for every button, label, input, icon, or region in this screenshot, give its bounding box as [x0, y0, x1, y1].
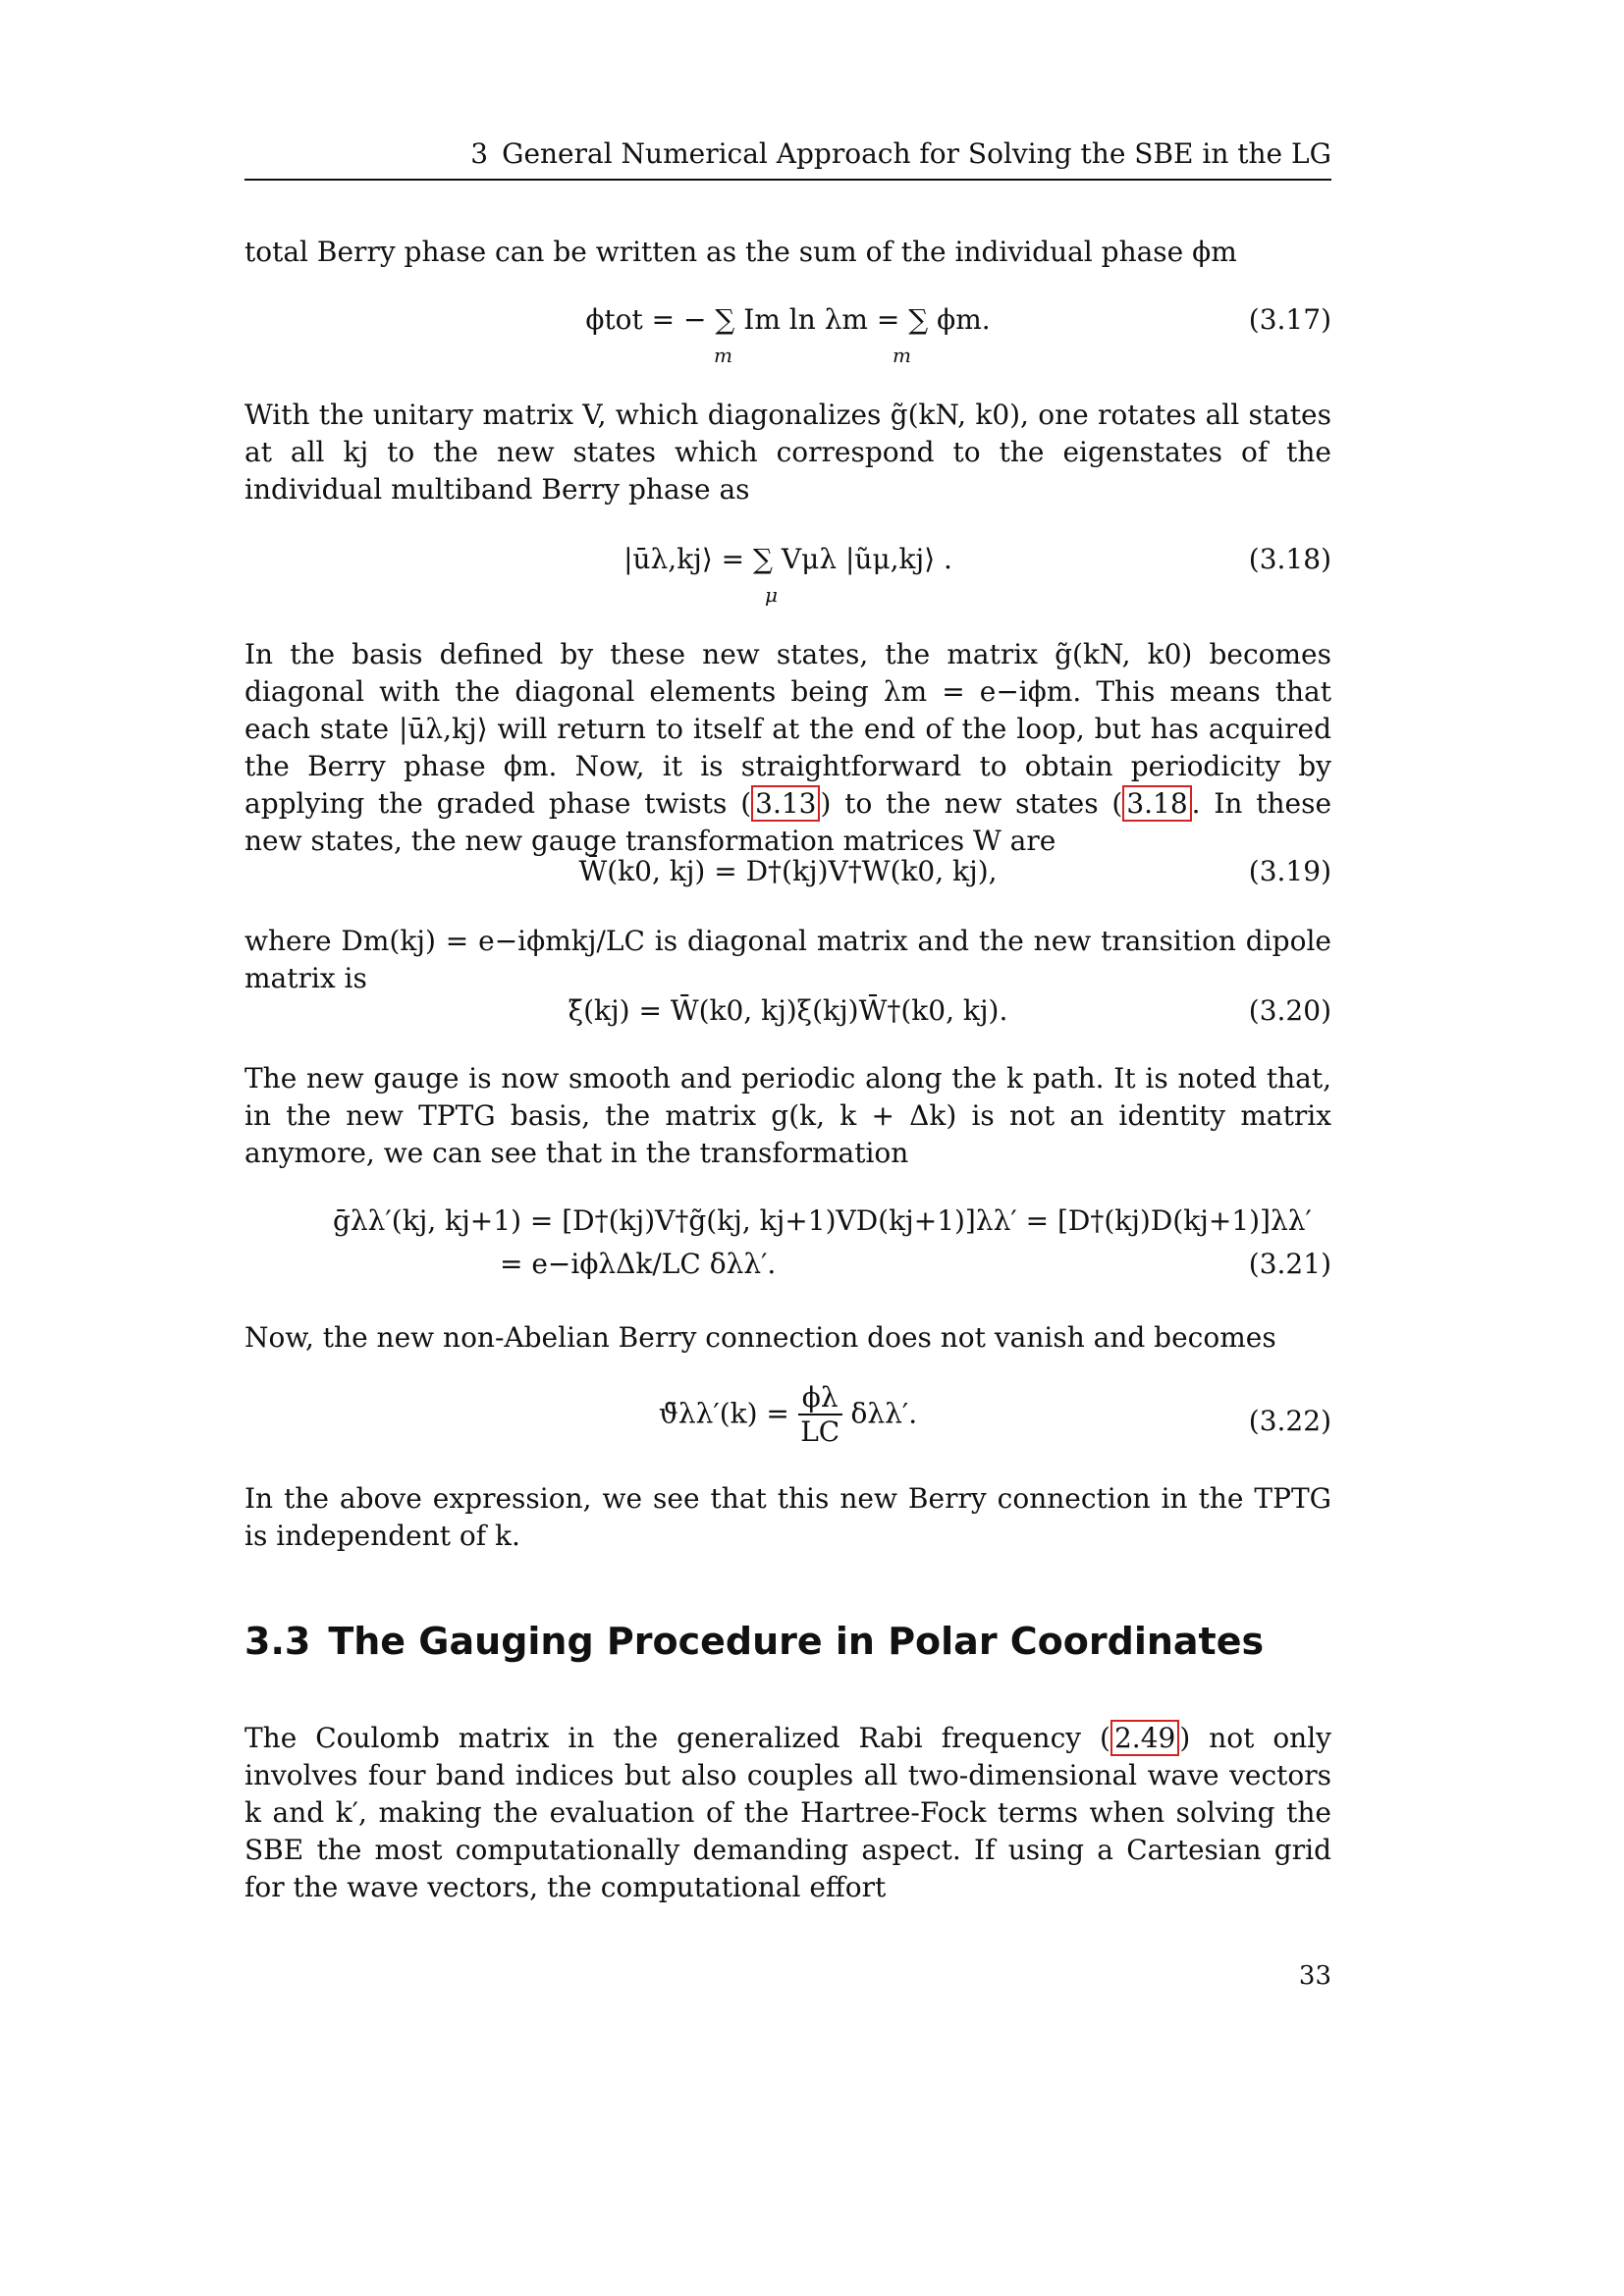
- sum-index: m: [893, 344, 911, 367]
- paragraph: The Coulomb matrix in the generalized Rabi frequency ( 2.49 ) not only involves four band indices but also couples all two-dimensional wave vectors k and k′, making the evaluation of the Hartree-Fock terms when solving the SBE the most computationally demanding aspect. If using a Cartesian grid for the wave vectors, the computational effort: [244, 1722, 1331, 1903]
- paragraph: In the above expression, we see that this new Berry connection in the TPTG is independent of k.: [244, 1482, 1331, 1552]
- section-title: The Gauging Procedure in Polar Coordinates: [328, 1620, 1265, 1663]
- equation-number: (3.17): [1248, 303, 1331, 336]
- equation-rhs: δλλ′.: [850, 1397, 918, 1430]
- page-number: 33: [1298, 1961, 1331, 1991]
- equation-3-22: [244, 1382, 1331, 1461]
- equation-number: (3.18): [1248, 543, 1331, 575]
- paragraph: The new gauge is now smooth and periodic along the k path. It is noted that, in the new TPTG basis, the matrix g(k, k + Δk) is not an identity matrix anymore, we can see that in the transformation: [244, 1062, 1331, 1169]
- section-number: 3.3: [244, 1620, 311, 1663]
- equation-reference-link[interactable]: 3.18: [1122, 785, 1191, 822]
- equation-number: (3.20): [1248, 994, 1331, 1027]
- equation-reference-link[interactable]: 2.49: [1110, 1720, 1179, 1756]
- paragraph-text: In the basis defined by these new states, the matrix g̃(kN, k0) becomes diagonal with the diagonal elements being λm = e−iϕm. This means that each state |ūλ,kj⟩ will return to itself at the end of the loop, but has acquired the Berry phase ϕm. Now, it is straightforward to obtain periodicity by applying the graded phase twists: [244, 638, 1331, 820]
- equation-body: ϕtot = − ∑ Im ln λm = ∑ ϕm.: [585, 303, 991, 336]
- section-heading: [244, 1620, 1264, 1663]
- equation-line: = e−iϕλΔk/LC δλλ′.: [500, 1248, 777, 1280]
- equation-3-21: [244, 1201, 1331, 1290]
- paragraph: Now, the new non-Abelian Berry connection does not vanish and becomes: [244, 1321, 1276, 1354]
- equation-lhs: ϑ̄λλ′(k) =: [658, 1397, 789, 1430]
- equation-body: W̄(k0, kj) = D†(kj)V†W(k0, kj),: [578, 855, 998, 887]
- equation-3-20: [244, 991, 1331, 1035]
- running-header: [244, 130, 1331, 181]
- paragraph-text: not only involves four band indices but also couples all two-dimensional wave vectors k and k′, making the evaluation of the Hartree-Fock terms when solving the SBE the most computationally demanding aspect. If using a Cartesian grid for the wave vectors, the computational effort: [244, 1722, 1331, 1903]
- paragraph-text: to the new states: [844, 787, 1099, 820]
- paragraph: where Dm(kj) = e−iϕmkj/LC is diagonal matrix and the new transition dipole matrix is: [244, 925, 1331, 994]
- equation-body: ξ̄(kj) = W̄(k0, kj)ξ(kj)W̄†(k0, kj).: [568, 994, 1008, 1027]
- paragraph: In the basis defined by these new states, the matrix g̃(kN, k0) becomes diagonal with the diagonal elements being λm = e−iϕm. This means that each state |ūλ,kj⟩ will return to itself at the end of the loop, but has acquired the Berry phase ϕm. Now, it is straightforward to obtain periodicity by applying the graded phase twists ( 3.13 ) to the new states ( 3.18 . In these new states, the new gauge transformation matrices W are: [244, 638, 1332, 857]
- equation-number: (3.22): [1248, 1405, 1331, 1437]
- equation-3-17: [244, 300, 1331, 369]
- equation-line: ḡλλ′(kj, kj+1) = [D†(kj)V†g̃(kj, kj+1)VD(kj+1)]λλ′ = [D†(kj)D(kj+1)]λλ′: [333, 1204, 1312, 1237]
- equation-body: |ūλ,kj⟩ = ∑ Vμλ |ũμ,kj⟩ .: [623, 543, 952, 575]
- equation-number: (3.21): [1248, 1248, 1331, 1280]
- equation-reference-link[interactable]: 3.13: [751, 785, 820, 822]
- equation-body: [244, 1382, 1331, 1449]
- numerator: ϕλ: [798, 1382, 842, 1415]
- paragraph-text: . In these new states, the new gauge transformation matrices W are: [244, 787, 1332, 857]
- equation-number: (3.19): [1248, 855, 1331, 887]
- equation-3-19: [244, 852, 1331, 895]
- equation-3-18: [244, 540, 1331, 609]
- paragraph: total Berry phase can be written as the sum of the individual phase ϕm: [244, 236, 1237, 268]
- chapter-number: 3: [470, 137, 489, 170]
- sum-index: μ: [765, 583, 778, 607]
- chapter-title: General Numerical Approach for Solving the SBE in the LG: [502, 137, 1331, 170]
- fraction: [798, 1382, 842, 1449]
- paragraph: With the unitary matrix V, which diagonalizes g̃(kN, k0), one rotates all states at all kj to the new states which correspond to the eigenstates of the individual multiband Berry phase as: [244, 399, 1331, 506]
- sum-index: m: [714, 344, 732, 367]
- paragraph-text: The Coulomb matrix in the generalized Rabi frequency: [244, 1722, 1082, 1754]
- denominator: LC: [800, 1415, 840, 1448]
